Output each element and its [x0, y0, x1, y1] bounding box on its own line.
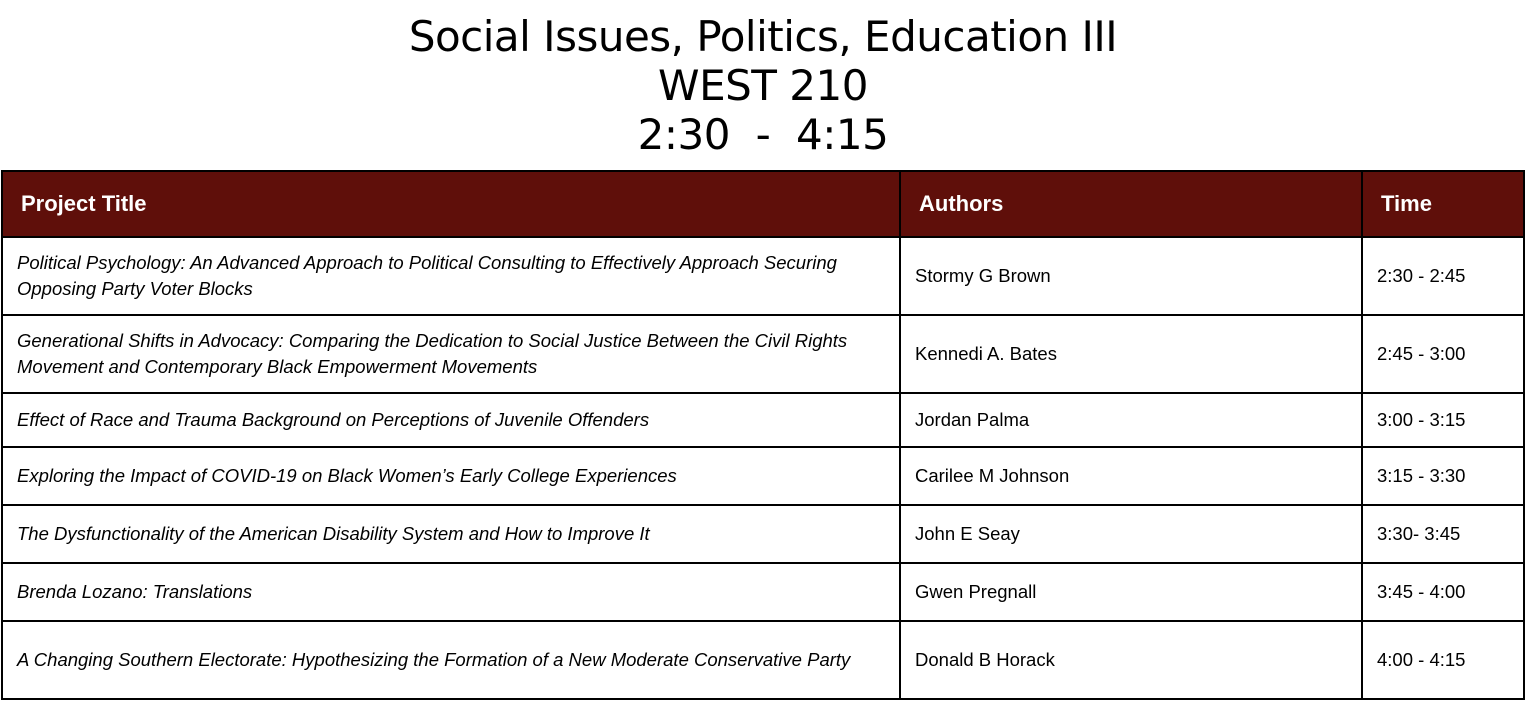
table-row — [2, 621, 1524, 699]
project-title-cell: The Dysfunctionality of the American Disability System and How to Improve It — [2, 505, 900, 563]
table-row — [2, 237, 1524, 315]
session-time-range: 2:30 - 4:15 — [637, 110, 889, 159]
project-title-cell: A Changing Southern Electorate: Hypothesizing the Formation of a New Moderate Conservative Party — [2, 621, 900, 699]
project-title-cell: Political Psychology: An Advanced Approach to Political Consulting to Effectively Approach Securing Opposing Party Voter Blocks — [2, 237, 900, 315]
authors-cell: Gwen Pregnall — [900, 563, 1362, 621]
table-row — [2, 447, 1524, 505]
column-header-project-title: Project Title — [2, 171, 900, 237]
time-cell: 3:00 - 3:15 — [1362, 393, 1524, 447]
session-room: WEST 210 — [658, 61, 868, 110]
time-cell: 4:00 - 4:15 — [1362, 621, 1524, 699]
time-cell: 2:30 - 2:45 — [1362, 237, 1524, 315]
table-row — [2, 393, 1524, 447]
authors-cell: Jordan Palma — [900, 393, 1362, 447]
session-title: Social Issues, Politics, Education III — [408, 12, 1118, 61]
time-cell: 2:45 - 3:00 — [1362, 315, 1524, 393]
column-header-authors: Authors — [900, 171, 1362, 237]
schedule-table — [1, 170, 1525, 700]
authors-cell: Donald B Horack — [900, 621, 1362, 699]
session-header — [0, 12, 1526, 159]
table-row — [2, 563, 1524, 621]
authors-cell: Stormy G Brown — [900, 237, 1362, 315]
column-header-time: Time — [1362, 171, 1524, 237]
authors-cell: Carilee M Johnson — [900, 447, 1362, 505]
project-title-cell: Exploring the Impact of COVID-19 on Black Women’s Early College Experiences — [2, 447, 900, 505]
time-cell: 3:30- 3:45 — [1362, 505, 1524, 563]
table-header-row — [2, 171, 1524, 237]
table-row — [2, 315, 1524, 393]
project-title-cell: Generational Shifts in Advocacy: Comparing the Dedication to Social Justice Between the Civil Rights Movement and Contemporary Black Empowerment Movements — [2, 315, 900, 393]
authors-cell: Kennedi A. Bates — [900, 315, 1362, 393]
authors-cell: John E Seay — [900, 505, 1362, 563]
table-row — [2, 505, 1524, 563]
time-cell: 3:15 - 3:30 — [1362, 447, 1524, 505]
project-title-cell: Brenda Lozano: Translations — [2, 563, 900, 621]
project-title-cell: Effect of Race and Trauma Background on Perceptions of Juvenile Offenders — [2, 393, 900, 447]
time-cell: 3:45 - 4:00 — [1362, 563, 1524, 621]
